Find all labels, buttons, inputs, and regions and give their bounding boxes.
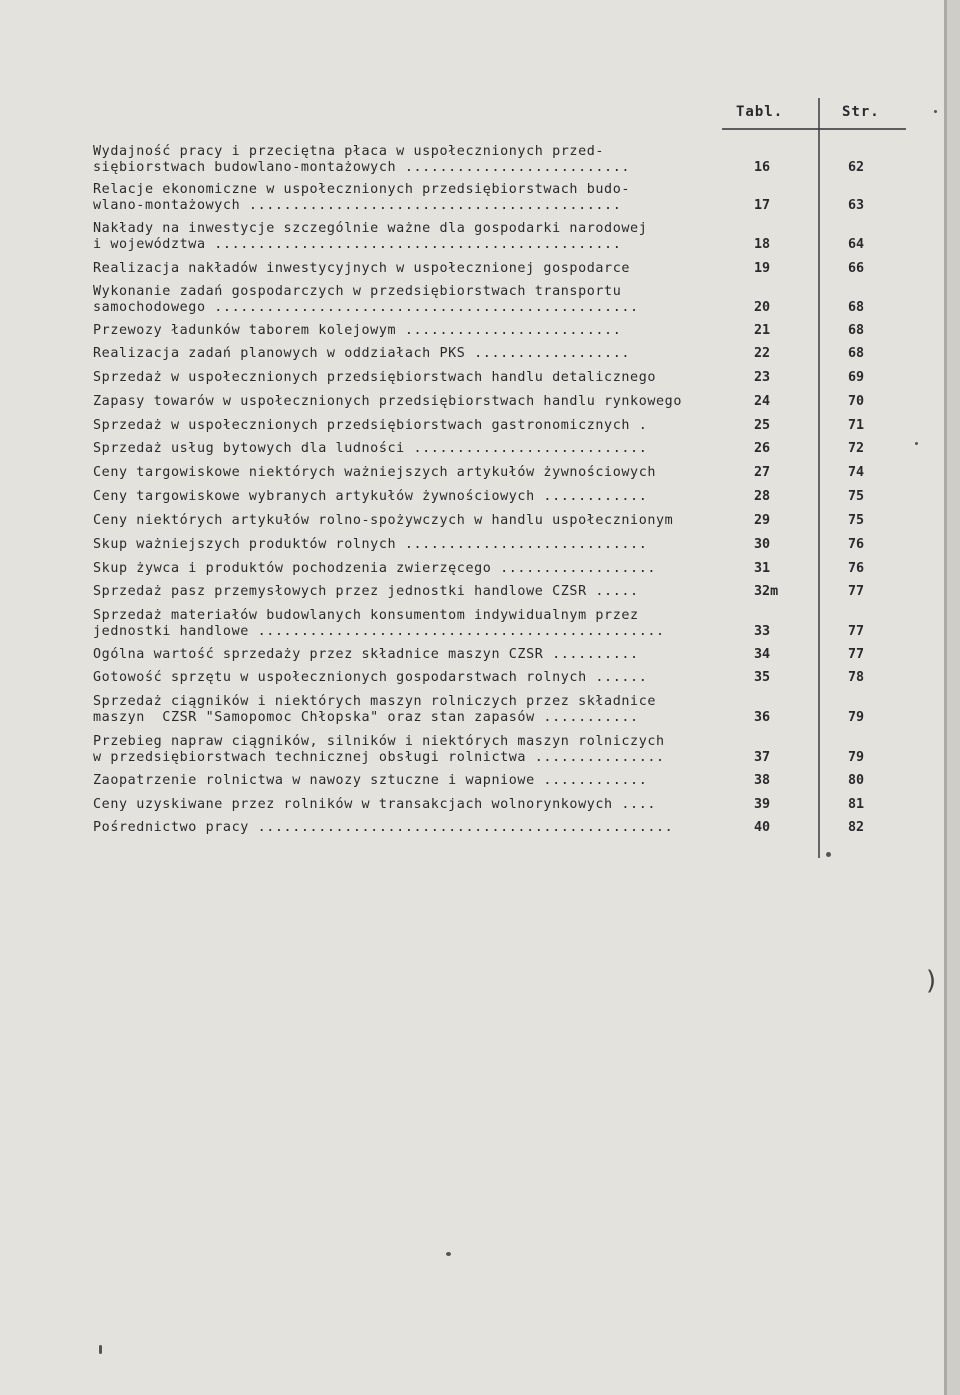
toc-table-number: 31 <box>754 561 771 576</box>
toc-title: Sprzedaż usług bytowych dla ludności ........................... <box>93 441 648 456</box>
toc-title: Sprzedaż ciągników i niektórych maszyn rolniczych przez składnice maszyn CZSR "Samopomoc Chłopska" oraz stan zapasów ........... <box>93 694 657 725</box>
toc-page-number: 66 <box>848 261 865 276</box>
toc-table-number: 40 <box>754 820 771 835</box>
toc-page-number: 80 <box>848 773 865 788</box>
toc-table-number: 36 <box>754 710 771 725</box>
toc-page-number: 71 <box>848 418 865 433</box>
toc-table-number: 22 <box>754 346 771 361</box>
toc-title: Ceny targowiskowe niektórych ważniejszych artykułów żywnościowych <box>93 465 657 480</box>
toc-table-number: 25 <box>754 418 771 433</box>
toc-table-number: 39 <box>754 797 771 812</box>
toc-table-number: 21 <box>754 323 771 338</box>
toc-page-number: 74 <box>848 465 865 480</box>
toc-page-number: 77 <box>848 584 865 599</box>
toc-table-number: 26 <box>754 441 771 456</box>
toc-page-number: 68 <box>848 346 865 361</box>
toc-title: Przebieg napraw ciągników, silników i niektórych maszyn rolniczych w przedsiębiorstwach technicznej obsługi rolnictwa ............... <box>93 734 665 765</box>
toc-page-number: 82 <box>848 820 865 835</box>
toc-page-number: 62 <box>848 160 865 175</box>
toc-page-number: 81 <box>848 797 865 812</box>
toc-title: Realizacja zadań planowych w oddziałach PKS .................. <box>93 346 631 361</box>
toc-table-number: 17 <box>754 198 771 213</box>
toc-title: Sprzedaż w uspołecznionych przedsiębiorstwach gastronomicznych . <box>93 418 648 433</box>
toc-page-number: 63 <box>848 198 865 213</box>
toc-page-number: 69 <box>848 370 865 385</box>
toc-page-number: 75 <box>848 489 865 504</box>
column-header-tabl: Tabl. <box>736 104 784 120</box>
toc-page-number: 75 <box>848 513 865 528</box>
scan-speck <box>826 852 831 857</box>
toc-title: Realizacja nakładów inwestycyjnych w uspołecznionej gospodarce <box>93 261 631 276</box>
toc-title: Przewozy ładunków taborem kolejowym ......................... <box>93 323 622 338</box>
toc-table-number: 37 <box>754 750 771 765</box>
scan-speck <box>99 1345 102 1354</box>
toc-title: Skup żywca i produktów pochodzenia zwierzęcego .................. <box>93 561 657 576</box>
toc-title: Sprzedaż w uspołecznionych przedsiębiorstwach handlu detalicznego <box>93 370 657 385</box>
toc-table-number: 19 <box>754 261 771 276</box>
scan-mark: ) <box>926 966 937 996</box>
toc-table-number: 34 <box>754 647 771 662</box>
toc-page-number: 72 <box>848 441 865 456</box>
toc-table-number: 27 <box>754 465 771 480</box>
toc-table-number: 33 <box>754 624 771 639</box>
toc-title: Wydajność pracy i przeciętna płaca w uspołecznionych przed- siębiorstwach budowlano-montażowych .......................... <box>93 144 631 175</box>
toc-title: Pośrednictwo pracy ................................................ <box>93 820 674 835</box>
toc-table-number: 18 <box>754 237 771 252</box>
toc-table-number: 38 <box>754 773 771 788</box>
toc-page-number: 68 <box>848 300 865 315</box>
toc-table-number: 29 <box>754 513 771 528</box>
toc-title: Relacje ekonomiczne w uspołecznionych przedsiębiorstwach budo- wlano-montażowych ........................................... <box>93 182 631 213</box>
toc-title: Ceny targowiskowe wybranych artykułów żywnościowych ............ <box>93 489 648 504</box>
toc-page-number: 79 <box>848 750 865 765</box>
toc-title: Skup ważniejszych produktów rolnych ............................ <box>93 537 648 552</box>
toc-page-number: 77 <box>848 624 865 639</box>
toc-title: Ceny niektórych artykułów rolno-spożywczych w handlu uspołecznionym <box>93 513 674 528</box>
toc-page-number: 68 <box>848 323 865 338</box>
toc-page-number: 76 <box>848 561 865 576</box>
toc-table-number: 28 <box>754 489 771 504</box>
column-header-str: Str. <box>842 104 880 120</box>
toc-table-number: 16 <box>754 160 771 175</box>
toc-table-number: 35 <box>754 670 771 685</box>
toc-title: Nakłady na inwestycje szczególnie ważne dla gospodarki narodowej i województwa ............................................... <box>93 221 648 252</box>
scan-speck <box>915 442 918 445</box>
toc-table-number: 23 <box>754 370 771 385</box>
scan-speck <box>934 110 937 113</box>
scan-speck <box>446 1252 451 1256</box>
toc-page-number: 76 <box>848 537 865 552</box>
toc-title: Sprzedaż pasz przemysłowych przez jednostki handlowe CZSR ..... <box>93 584 639 599</box>
toc-table-number: 24 <box>754 394 771 409</box>
toc-title: Zapasy towarów w uspołecznionych przedsiębiorstwach handlu rynkowego <box>93 394 683 409</box>
toc-title: Ceny uzyskiwane przez rolników w transakcjach wolnorynkowych .... <box>93 797 657 812</box>
toc-page-number: 79 <box>848 710 865 725</box>
toc-table-number: 32m <box>754 584 779 599</box>
toc-title: Gotowość sprzętu w uspołecznionych gospodarstwach rolnych ...... <box>93 670 648 685</box>
toc-title: Sprzedaż materiałów budowlanych konsumentom indywidualnym przez jednostki handlowe ............................................... <box>93 608 665 639</box>
toc-page-number: 78 <box>848 670 865 685</box>
toc-title: Wykonanie zadań gospodarczych w przedsiębiorstwach transportu samochodowego ................................................. <box>93 284 639 315</box>
column-divider <box>818 98 820 858</box>
toc-table-number: 20 <box>754 300 771 315</box>
header-rule <box>722 128 906 130</box>
toc-table-number: 30 <box>754 537 771 552</box>
toc-title: Zaopatrzenie rolnictwa w nawozy sztuczne i wapniowe ............ <box>93 773 648 788</box>
toc-title: Ogólna wartość sprzedaży przez składnice maszyn CZSR .......... <box>93 647 639 662</box>
page-edge-shadow <box>947 0 960 1395</box>
toc-page-number: 77 <box>848 647 865 662</box>
toc-page-number: 64 <box>848 237 865 252</box>
toc-page-number: 70 <box>848 394 865 409</box>
